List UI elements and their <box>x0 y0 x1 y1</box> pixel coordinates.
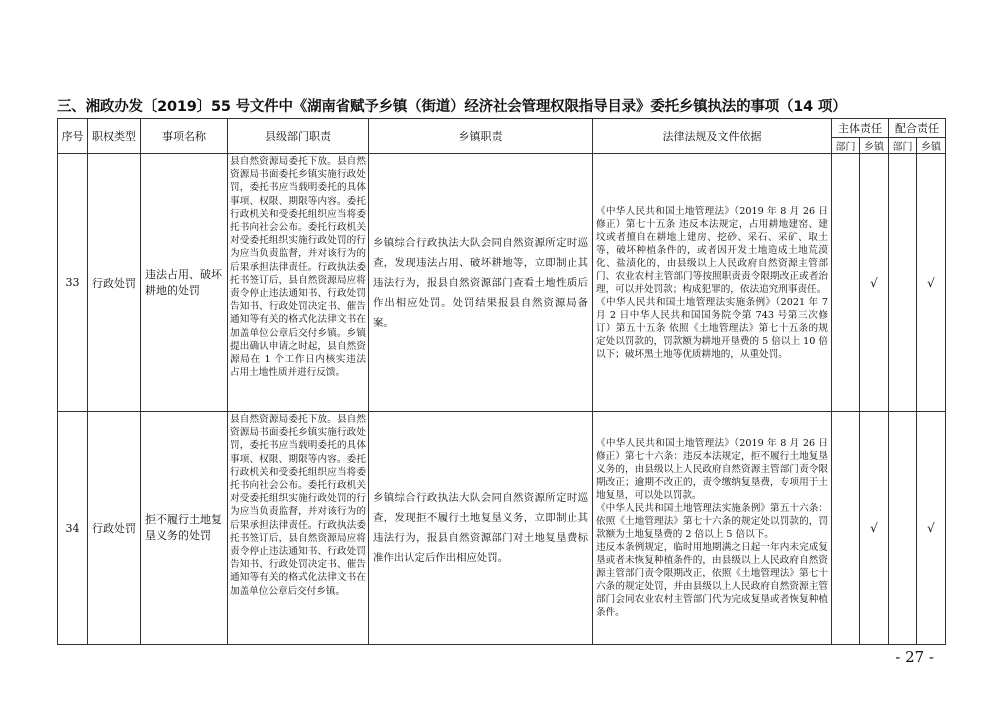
header-coop-dept: 部门 <box>889 138 917 154</box>
matters-table <box>57 118 946 645</box>
page-number: - 27 - <box>895 648 934 666</box>
table-row <box>58 154 946 412</box>
row-law-basis <box>593 154 832 412</box>
row-item-name: 拒不履行土地复垦义务的处罚 <box>141 412 228 645</box>
row-item-name: 违法占用、破坏耕地的处罚 <box>141 154 228 412</box>
header-main-town: 乡镇 <box>860 138 889 154</box>
row-town-duty: 乡镇综合行政执法大队会同自然资源所定时巡查，发现违法占用、破坏耕地等，立即制止其违法行为，报县自然资源部门查看土地性质后作出相应处罚。处罚结果报县自然资源局备案。 <box>369 154 593 412</box>
section-title: 三、湘政办发〔2019〕55 号文件中《湖南省赋予乡镇（街道）经济社会管理权限指导目录》委托乡镇执法的事项（14 项） <box>57 99 847 115</box>
row-coop-town-check: √ <box>917 154 946 412</box>
law-paragraph: 《中华人民共和国土地管理法》（2019 年 8 月 26 日修正）第七十六条：违反本法规定，拒不履行土地复垦义务的，由县级以上人民政府自然资源主管部门责令限期改正；逾期不改正的，责令缴纳复垦费，专项用于土地复垦，可以处以罚款。 《中华人民共和国土地管理法实施条例》第五十六条：依照《土地管理法》第七十六条的规定处以罚款的，罚款额为土地复垦费的 2 倍以上 5 倍以下。 违反本条例规定，临时用地期满之日起一年内未完成复垦或者未恢复种植条件的，由县级以上人民政府自然资源主管部门责令限期改正，依照《土地管理法》第七十六条的规定处罚，并由县级以上人民政府自然资源主管部门会同农业农村主管部门代为完成复垦或者恢复种植条件。 <box>596 438 828 618</box>
row-town-duty: 乡镇综合行政执法大队会同自然资源所定时巡查，发现拒不履行土地复垦义务，立即制止其违法行为，报县自然资源部门对土地复垦费标准作出认定后作出相应处罚。 <box>369 412 593 645</box>
header-item-name: 事项名称 <box>141 119 228 154</box>
row-seq: 33 <box>58 154 88 412</box>
header-main-resp: 主体责任 <box>832 119 889 138</box>
row-main-town-check: √ <box>860 154 889 412</box>
row-coop-town-check: √ <box>917 412 946 645</box>
row-county-duty: 县自然资源局委托下放。县自然资源局书面委托乡镇实施行政处罚，委托书应当载明委托的具体事项、权限、期限等内容。委托行政机关和受委托组织应当将委托书向社会公布。委托行政机关对受委托组织实施行政处罚的行为应当负责监督，并对该行为的后果承担法律责任。行政执法委托书签订后，县自然资源局应将责令停止违法通知书、行政处罚告知书、行政处罚决定书、催告通知等有关的格式化法律文书在加盖单位公章后交付乡镇。 <box>228 412 369 645</box>
row-coop-dept <box>889 154 917 412</box>
row-seq: 34 <box>58 412 88 645</box>
header-coop-town: 乡镇 <box>917 138 946 154</box>
table-header-row <box>58 119 946 138</box>
row-county-duty: 县自然资源局委托下放。县自然资源局书面委托乡镇实施行政处罚，委托书应当载明委托的具体事项、权限、期限等内容。委托行政机关和受委托组织应当将委托书向社会公布。委托行政机关对受委托组织实施行政处罚的行为应当负责监督，并对该行为的后果承担法律责任。行政执法委托书签订后，县自然资源局应将责令停止违法通知书、行政处罚告知书、行政处罚决定书、催告通知等有关的格式化法律文书在加盖单位公章后交付乡镇。乡镇提出确认申请之时起，县自然资源局在 1 个工作日内核实违法占用土地性质并进行反馈。 <box>228 154 369 412</box>
header-coop-resp: 配合责任 <box>889 119 946 138</box>
header-law-basis: 法律法规及文件依据 <box>593 119 832 154</box>
law-paragraph: 《中华人民共和国土地管理法》（2019 年 8 月 26 日修正）第七十五条 违反本法规定，占用耕地建窑、建坟或者擅自在耕地上建房、挖砂、采石、采矿、取土等，破坏种植条件的，或者因开发土地造成土地荒漠化、盐渍化的，由县级以上人民政府自然资源主管部门、农业农村主管部门等按照职责责令限期改正或者治理，可以并处罚款；构成犯罪的，依法追究刑事责任。 《中华人民共和国土地管理法实施条例》（2021 年 7 月 2 日中华人民共和国国务院令第 743 号第三次修订）第五十五条 依照《土地管理法》第七十五条的规定处以罚款的，罚款额为耕地开垦费的 5 倍以上 10 倍以下；破坏黑土地等优质耕地的，从重处罚。 <box>596 205 828 360</box>
header-county-duty: 县级部门职责 <box>228 119 369 154</box>
header-main-dept: 部门 <box>832 138 860 154</box>
header-category: 职权类型 <box>88 119 141 154</box>
table-row <box>58 412 946 645</box>
row-main-dept <box>832 412 860 645</box>
header-seq: 序号 <box>58 119 88 154</box>
row-law-basis <box>593 412 832 645</box>
row-category: 行政处罚 <box>88 412 141 645</box>
row-main-town-check: √ <box>860 412 889 645</box>
row-coop-dept <box>889 412 917 645</box>
row-category: 行政处罚 <box>88 154 141 412</box>
header-town-duty: 乡镇职责 <box>369 119 593 154</box>
row-main-dept <box>832 154 860 412</box>
